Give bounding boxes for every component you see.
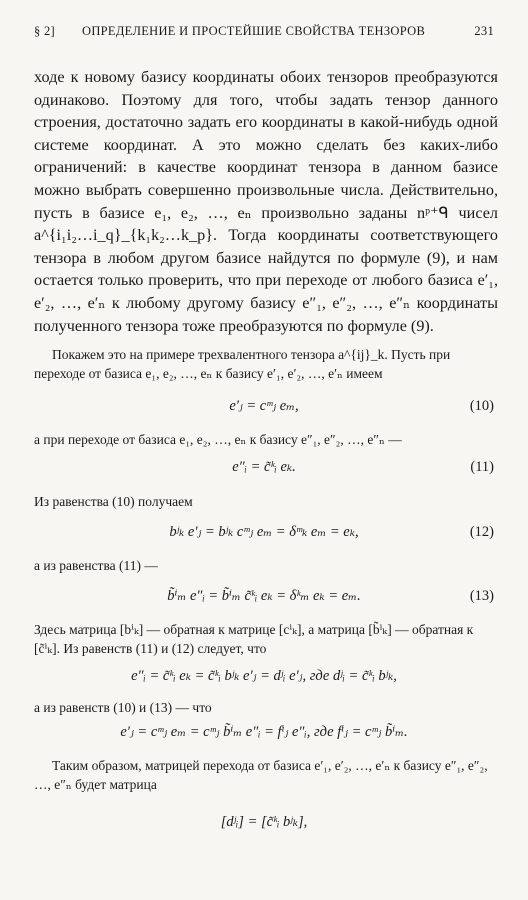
paragraph-2: Покажем это на примере трехвалентного тензора a^{ij}_k. Пусть при переходе от базиса e₁, e₂, …, eₙ к базису e′₁, e′₂, …, e′ₙ имеем bbox=[34, 347, 451, 381]
page-number: 231 bbox=[474, 24, 494, 38]
paragraph-4: Из равенства (10) получаем bbox=[34, 494, 193, 509]
paragraph-7: а из равенств (10) и (13) — что bbox=[34, 700, 212, 715]
running-header bbox=[34, 24, 494, 44]
paragraph-8: Таким образом, матрицей перехода от базиса e′₁, e′₂, …, e′ₙ к базису e″₁, e″₂, …, e″ₙ будет матрица bbox=[34, 758, 488, 792]
paragraph-5: а из равенства (11) — bbox=[34, 558, 158, 573]
running-title: ОПРЕДЕЛЕНИЕ И ПРОСТЕЙШИЕ СВОЙСТВА ТЕНЗОРОВ bbox=[82, 24, 426, 38]
paragraph-3: а при переходе от базиса e₁, e₂, …, eₙ к базису e″₁, e″₂, …, e″ₙ — bbox=[34, 432, 402, 447]
paragraph-1: ходе к новому базису координаты обоих тензоров преобразуются одинаково. Поэтому для того, чтобы задать тензор данного строения, достаточно задать его координаты в какой-нибудь одной системе координат. А это можно сделать без каких-либо ограничений: в качестве координат тензора в данном базисе можно выбрать совершенно произвольные числа. Действительно, пусть в базисе e₁, e₂, …, eₙ произвольно заданы nᵖ⁺ᑫ чисел a^{i₁i₂…i_q}_{k₁k₂…k_p}. Тогда координаты соответствующего тензора в любом другом базисе найдутся по формуле (9), и нам остается только проверить, что при переходе от любого базиса e′₁, e′₂, …, e′ₙ к любому другому базису e″₁, e″₂, …, e″ₙ координаты полученного тензора тоже преобразуются по формуле (9). bbox=[34, 68, 498, 335]
paragraph-6: Здесь матрица [bⁱₖ] — обратная к матрице [cⁱₖ], а матрица [b̃ⁱₖ] — обратная к [c̃ⁱₖ]. Из равенств (11) и (12) следует, что bbox=[34, 622, 474, 656]
book-page: § 2] ОПРЕДЕЛЕНИЕ И ПРОСТЕЙШИЕ СВОЙСТВА ТЕНЗОРОВ 231 ходе к новому базису координаты обоих тензоров преобразуются одинаково. Поэтому для того, чтобы задать тензор данного строения, достаточно задать его координаты в какой-нибудь одной системе координат. А это можно сделать без каких-либо ограничений: в качестве координат тензора в данном базисе можно выбрать совершенно произвольные числа. Действительно, пусть в базисе e₁, e₂, …, eₙ произвольно заданы nᵖ⁺ᑫ чисел a^{i₁i₂…i_q}_{k₁k₂…k_p}. Тогда координаты соответствующего тензора в любом другом базисе найдутся по формуле (9), и нам остается только проверить, что при переходе от любого базиса e′₁, e′₂, …, e′ₙ к любому другому базису e″₁, e″₂, …, e″ₙ координаты полученного тензора тоже преобразуются по формуле (9). Покажем это на примере трехвалентного тензора a^{ij}_k. Пусть при переходе от базиса e₁, e₂, …, eₙ к базису e′₁, e′₂, …, e′ₙ имеем e′ⱼ = cᵐⱼ eₘ, (10) а при переходе от базиса e₁, e₂, …, eₙ к базису e″₁, e″₂, …, e″ₙ — e″ᵢ = c̃ᵏᵢ eₖ. (11) Из равенства (10) получаем bʲₖ e′ⱼ = bʲₖ cᵐⱼ eₘ = δᵐₖ eₘ = eₖ, (12) а из равенства (11) — b̃ⁱₘ e″ᵢ = b̃ⁱₘ c̃ᵏᵢ eₖ = δᵏₘ eₖ = eₘ. (13) Здесь матрица [bⁱₖ] — обратная к матрице [cⁱₖ], а матрица [b̃ⁱₖ] — обратная к [c̃ⁱₖ]. Из равенств (11) и (12) следует, что e″ᵢ = c̃ᵏᵢ eₖ = c̃ᵏᵢ bʲₖ e′ⱼ = dʲᵢ e′ⱼ, где dʲᵢ = c̃ᵏᵢ bʲₖ, а из равенств (10) и (13) — что e′ⱼ = cᵐⱼ eₘ = cᵐⱼ b̃ⁱₘ e″ᵢ = fⁱⱼ e″ᵢ, где fⁱⱼ = cᵐⱼ b̃ⁱₘ. Таким образом, матрицей перехода от базиса e′₁, e′₂, …, e′ₙ к базису e″₁, e″₂, …, e″ₙ будет матрица [dʲᵢ] = [c̃ᵏᵢ bʲₖ], bbox=[34, 24, 498, 830]
section-mark: § 2] bbox=[34, 24, 55, 38]
